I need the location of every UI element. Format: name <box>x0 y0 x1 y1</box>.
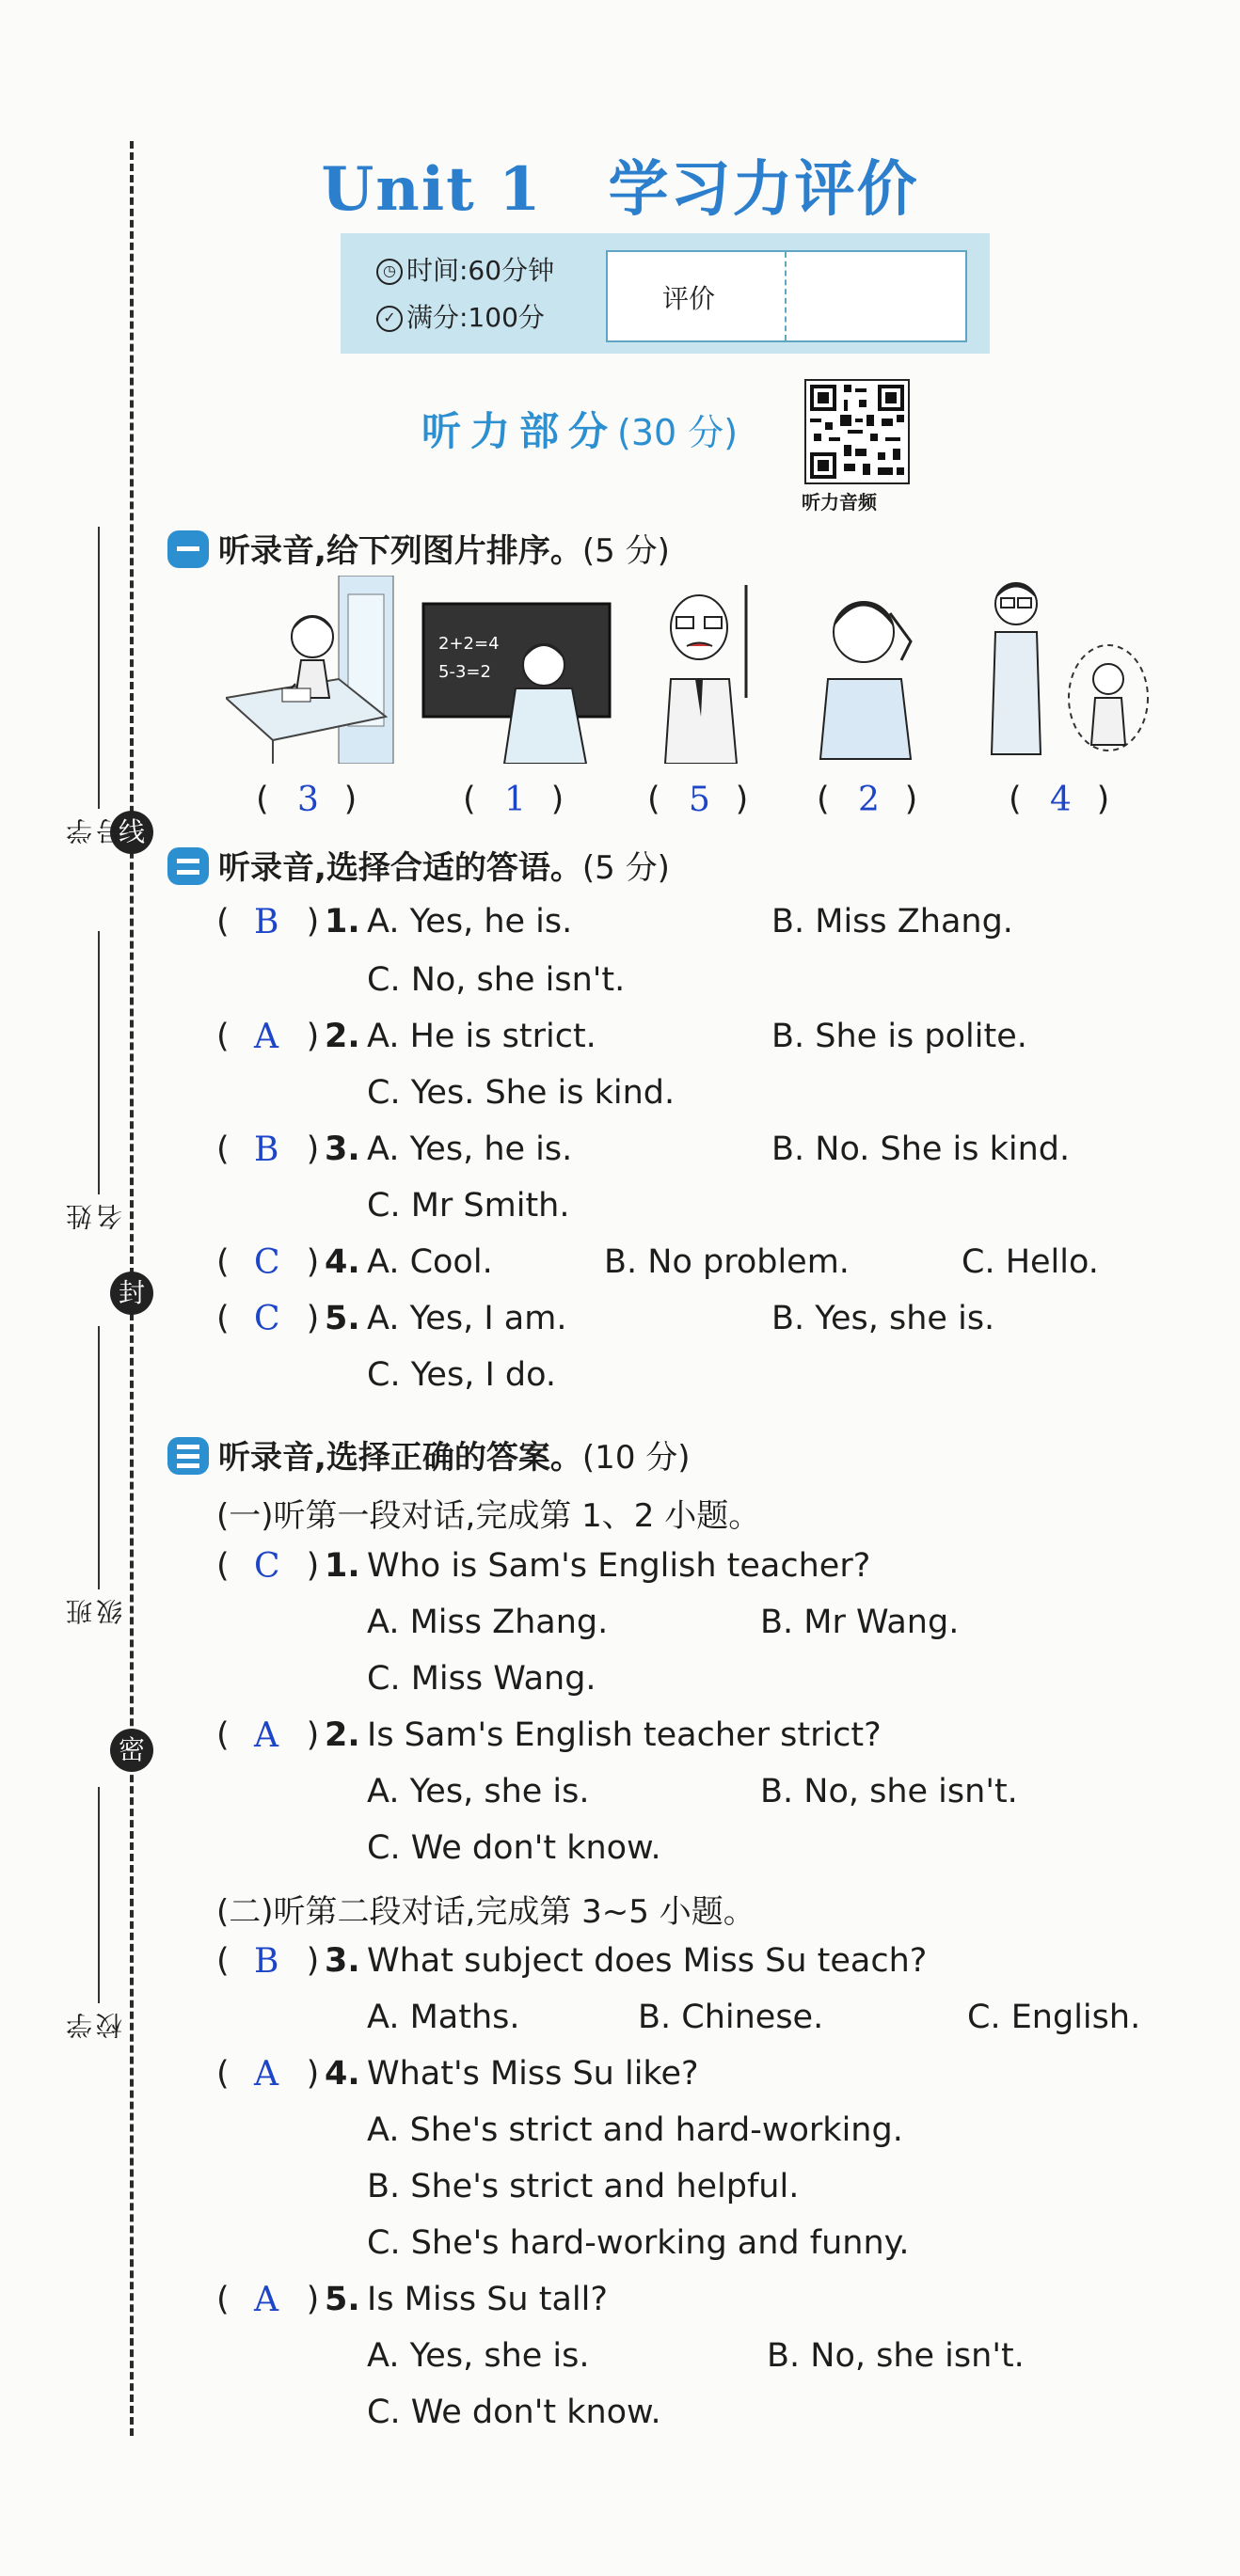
part3-q5-question: Is Miss Su tall? <box>367 2281 608 2318</box>
part3-q3-option-b[interactable]: B. Chinese. <box>638 1999 824 2036</box>
part2-q5-option-a[interactable]: A. Yes, I am. <box>367 1300 567 1337</box>
part2-q1-answer-box[interactable]: ( ) B <box>216 903 320 941</box>
part3-q5-number: 5. <box>325 2281 360 2318</box>
board-equation-1: 2+2=4 <box>438 634 500 654</box>
part3-q3-answer: B <box>254 1942 279 1981</box>
part2-q1-answer: B <box>254 903 279 941</box>
part3-heading-text: 听录音,选择正确的答案。 <box>218 1439 582 1477</box>
part2-q4-option-c[interactable]: C. Hello. <box>962 1243 1099 1281</box>
part2-q4-option-b[interactable]: B. No problem. <box>604 1243 850 1281</box>
part2-q1-option-c[interactable]: C. No, she isn't. <box>367 961 626 999</box>
part3-q4-option-c[interactable]: C. She's hard-working and funny. <box>367 2224 910 2262</box>
part2-q2-option-a[interactable]: A. He is strict. <box>367 1018 596 1055</box>
part3-q3-option-c[interactable]: C. English. <box>967 1999 1141 2036</box>
evaluation-box[interactable] <box>606 250 967 342</box>
part2-q3-answer: B <box>254 1130 279 1169</box>
part1-answer-1-value: 3 <box>297 781 319 819</box>
part3-q5-option-b[interactable]: B. No, she isn't. <box>767 2337 1025 2375</box>
part1-heading <box>167 525 670 572</box>
part2-heading <box>167 842 670 889</box>
part3-q4-answer-box[interactable]: ( ) A <box>216 2055 320 2094</box>
part2-q4-option-a[interactable]: A. Cool. <box>367 1243 493 1281</box>
part3-q1-answer-box[interactable]: ( ) C <box>216 1547 320 1586</box>
part2-q4-answer: C <box>254 1243 280 1282</box>
listening-points: (30 分) <box>617 412 739 453</box>
part2-q2-option-c[interactable]: C. Yes. She is kind. <box>367 1074 676 1112</box>
part1-heading-text: 听录音,给下列图片排序。 <box>218 532 582 570</box>
part3-q4-option-b[interactable]: B. She's strict and helpful. <box>367 2168 800 2205</box>
part3-dialog2-instruction: (二)听第二段对话,完成第 3~5 小题。 <box>216 1893 755 1931</box>
part1-answer-1[interactable]: ( ) 3 <box>256 781 358 819</box>
part2-q5-option-b[interactable]: B. Yes, she is. <box>771 1300 995 1337</box>
part1-number-badge <box>167 530 209 568</box>
board-equation-2: 5-3=2 <box>438 662 491 682</box>
part2-heading-text: 听录音,选择合适的答语。 <box>218 849 582 887</box>
name-label: 姓名 <box>65 1204 126 1230</box>
part3-q1-option-c[interactable]: C. Miss Wang. <box>367 1660 596 1698</box>
part3-q5-option-c[interactable]: C. We don't know. <box>367 2394 661 2431</box>
part1-points: (5 分) <box>581 532 670 570</box>
part2-q4-answer-box[interactable]: ( ) C <box>216 1243 320 1282</box>
binding-margin <box>0 0 188 2576</box>
part2-q1-option-a[interactable]: A. Yes, he is. <box>367 903 573 940</box>
part3-q4-option-a[interactable]: A. She's strict and hard-working. <box>367 2111 903 2149</box>
part2-q3-option-b[interactable]: B. No. She is kind. <box>771 1130 1071 1168</box>
part2-q2-answer: A <box>254 1018 278 1056</box>
qr-code-icon[interactable] <box>804 379 910 484</box>
part2-q4-number: 4. <box>325 1243 360 1281</box>
part3-q1-answer: C <box>254 1547 280 1586</box>
picture-teacher-blackboard <box>421 576 612 764</box>
part1-answer-2-value: 1 <box>504 781 526 819</box>
part3-points: (10 分) <box>581 1439 691 1477</box>
part3-q5-answer-box[interactable]: ( ) A <box>216 2281 320 2319</box>
picture-man-and-boy <box>969 576 1157 764</box>
part3-number-badge <box>167 1437 209 1475</box>
part3-q1-number: 1. <box>325 1547 360 1585</box>
part3-q3-question: What subject does Miss Su teach? <box>367 1942 928 1980</box>
part3-q3-option-a[interactable]: A. Maths. <box>367 1999 520 2036</box>
part3-q1-option-b[interactable]: B. Mr Wang. <box>760 1604 960 1641</box>
part3-q2-answer-box[interactable]: ( ) A <box>216 1716 320 1755</box>
part3-q2-answer: A <box>254 1716 278 1755</box>
part3-q1-option-a[interactable]: A. Miss Zhang. <box>367 1604 609 1641</box>
part3-q5-answer: A <box>254 2281 278 2319</box>
part2-q2-answer-box[interactable]: ( ) A <box>216 1018 320 1056</box>
time-row <box>376 250 554 288</box>
part2-q3-number: 3. <box>325 1130 360 1168</box>
part2-points: (5 分) <box>581 849 670 887</box>
time-text: 时间:60分钟 <box>406 255 555 286</box>
part2-q2-option-b[interactable]: B. She is polite. <box>771 1018 1027 1055</box>
info-box <box>341 233 990 354</box>
part1-answer-5[interactable]: ( ) 4 <box>1009 781 1110 819</box>
part3-q2-number: 2. <box>325 1716 360 1754</box>
picture-boy-thinking <box>807 576 930 764</box>
part3-q2-option-a[interactable]: A. Yes, she is. <box>367 1773 590 1810</box>
listening-section-title <box>421 401 738 457</box>
seal-mi: 密 <box>110 1729 153 1772</box>
part3-q3-number: 3. <box>325 1942 360 1980</box>
check-icon: ✓ <box>376 306 403 332</box>
part1-answer-5-value: 4 <box>1050 781 1072 819</box>
part1-answer-4[interactable]: ( ) 2 <box>817 781 918 819</box>
page-title <box>0 141 1240 228</box>
school-label: 学校 <box>65 2013 126 2039</box>
qr-caption: 听力音频 <box>802 491 877 514</box>
title-chinese: 学习力评价 <box>608 155 919 225</box>
part3-q2-option-c[interactable]: C. We don't know. <box>367 1829 661 1867</box>
class-label: 班级 <box>65 1599 126 1625</box>
student-number-label: 学号 <box>65 818 126 845</box>
part2-q1-option-b[interactable]: B. Miss Zhang. <box>771 903 1013 940</box>
part2-q5-answer-box[interactable]: ( ) C <box>216 1300 320 1338</box>
part3-q5-option-a[interactable]: A. Yes, she is. <box>367 2337 590 2375</box>
part2-q2-number: 2. <box>325 1018 360 1055</box>
part2-q5-answer: C <box>254 1300 280 1338</box>
evaluation-divider <box>785 252 787 340</box>
part1-answer-3[interactable]: ( ) 5 <box>647 781 749 819</box>
part2-q3-option-c[interactable]: C. Mr Smith. <box>367 1187 570 1225</box>
part3-q1-question: Who is Sam's English teacher? <box>367 1547 871 1585</box>
evaluation-label: 评价 <box>662 283 716 314</box>
part2-q3-answer-box[interactable]: ( ) B <box>216 1130 320 1169</box>
part2-q5-number: 5. <box>325 1300 360 1337</box>
part3-q4-answer: A <box>254 2055 278 2094</box>
part3-q4-number: 4. <box>325 2055 360 2093</box>
score-text: 满分:100分 <box>406 302 545 333</box>
part3-q2-question: Is Sam's English teacher strict? <box>367 1716 882 1754</box>
part2-number-badge <box>167 847 209 885</box>
part3-heading <box>167 1431 691 1478</box>
picture-girl-writing <box>226 576 395 764</box>
listening-title-text: 听力部分 <box>421 408 618 454</box>
part1-answer-4-value: 2 <box>858 781 880 819</box>
part2-q1-number: 1. <box>325 903 360 940</box>
part3-dialog1-instruction: (一)听第一段对话,完成第 1、2 小题。 <box>216 1497 761 1535</box>
part2-q5-option-c[interactable]: C. Yes, I do. <box>367 1356 557 1394</box>
part3-q3-answer-box[interactable]: ( ) B <box>216 1942 320 1981</box>
part3-q2-option-b[interactable]: B. No, she isn't. <box>760 1773 1018 1810</box>
part1-answer-2[interactable]: ( ) 1 <box>463 781 564 819</box>
part1-answer-3-value: 5 <box>689 781 710 819</box>
seal-feng: 封 <box>110 1272 153 1315</box>
score-row <box>376 297 545 335</box>
part2-q3-option-a[interactable]: A. Yes, he is. <box>367 1130 573 1168</box>
clock-icon: ◷ <box>376 259 403 285</box>
seal-xian: 线 <box>110 811 153 854</box>
title-unit: Unit 1 <box>321 154 543 225</box>
part3-q4-question: What's Miss Su like? <box>367 2055 699 2093</box>
picture-strict-teacher <box>654 576 757 764</box>
